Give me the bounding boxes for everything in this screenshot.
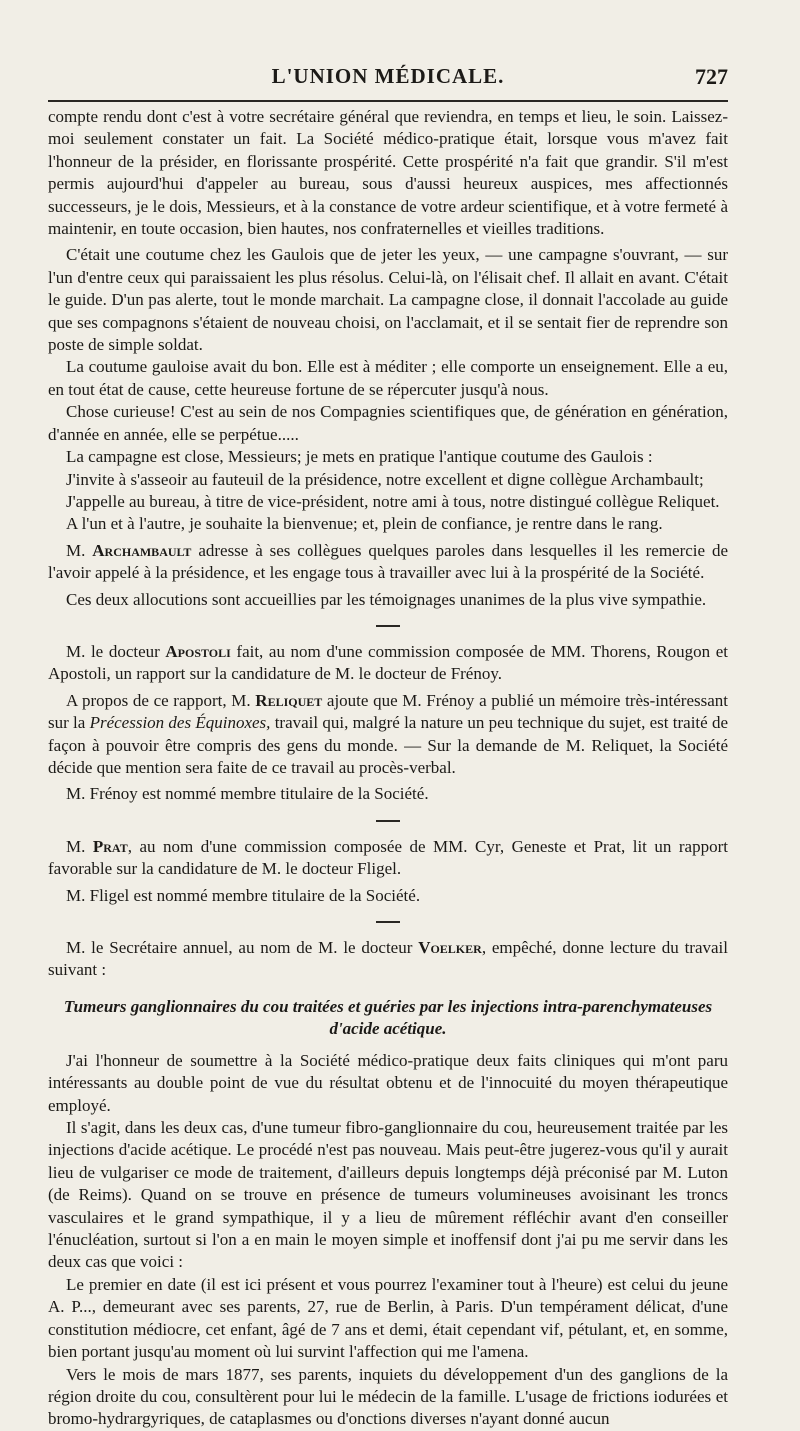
section-separator [376,921,400,923]
paragraph [48,690,728,780]
paragraph [48,937,728,982]
text-run: fait, au nom d'une commission composée de MM. Thorens, Rougon et Apostoli, un rapport sur la candidature de M. le docteur de Frénoy. [48,641,729,684]
paragraph: J'invite à s'asseoir au fauteuil de la présidence, notre excellent et digne collègue Archambault; [66,469,704,489]
article-title: Tumeurs ganglionnaires du cou traitées et guéries par les injections intra-parenchymateuses d'acide acétique. [63,996,713,1038]
paragraph: C'était une coutume chez les Gaulois que de jeter les yeux, — une campagne s'ouvrant, — sur l'un d'entre ceux qui paraissaient les plus résolus. Celui-là, on l'élisait chef. Il allait en avant. C'était le guide. D'un pas alerte, tout le monde marchait. La campagne close, il donnait l'accolade au guide que ses compagnons s'étaient de nouveau choisi, on l'acclamait, et il se sentait fier de reprendre son poste de simple soldat. [48,245,728,355]
paragraph: M. Fligel est nommé membre titulaire de la Société. [66,885,421,905]
paragraph [48,540,728,585]
text-run: , au nom d'une commission composée de MM. Cyr, Geneste et Prat, lit un rapport favorable sur la candidature de M. le docteur Fligel. [48,836,728,879]
header-rule [48,100,728,102]
paragraph: J'ai l'honneur de soumettre à la Société médico-pratique deux faits cliniques qui m'ont paru intéressants au double point de vue du résultat obtenu et de l'innocuité du moyen thérapeutique employé. [48,1050,728,1115]
paragraph: La campagne est close, Messieurs; je mets en pratique l'antique coutume des Gaulois : [66,447,653,467]
text-run: ajoute que M. Frénoy a publié un mémoire très-intéressant sur la [48,690,728,733]
person-name: Prat [92,836,128,856]
text-run: adresse à ses collègues quelques paroles dans lesquelles il les remercie de l'avoir appelé à la présidence, et les engage tous à travailler avec lui à la prospérité de la Société. [48,540,728,583]
journal-title: L'UNION MÉDICALE. [271,64,505,88]
section-separator [376,820,400,822]
running-header [48,60,728,94]
paragraph: Chose curieuse! C'est au sein de nos Compagnies scientifiques que, de génération en génération, d'année en année, elle se perpétue..... [48,402,728,444]
text-run: M. le Secrétaire annuel, au nom de M. le docteur [66,938,413,957]
person-name: Archambault [92,540,192,560]
text-run: M. [66,836,86,856]
paragraph [48,641,728,686]
paragraph: A l'un et à l'autre, je souhaite la bienvenue; et, plein de confiance, je rentre dans le rang. [66,514,663,534]
paragraph: Vers le mois de mars 1877, ses parents, inquiets du développement d'un des ganglions de la région droite du cou, consultèrent pour lui le médecin de la famille. L'usage de frictions iodurées et bromo-hydrargyriques, de cataplasmes ou d'onctions diverses n'ayant donné aucun [48,1364,728,1429]
person-name: Reliquet [255,690,323,710]
person-name: Apostoli [165,641,231,661]
paragraph: Ces deux allocutions sont accueillies par les témoignages unanimes de la plus vive sympathie. [66,589,707,609]
paragraph: M. Frénoy est nommé membre titulaire de la Société. [66,784,429,804]
paragraph: J'appelle au bureau, à titre de vice-président, notre ami à tous, notre distingué collègue Reliquet. [66,491,720,511]
text-run: , empêché, donne lecture du travail suivant : [48,938,728,980]
body-text [48,106,728,1431]
page-number: 727 [695,64,728,89]
text-run: A propos de ce rapport, M. [66,690,251,710]
text-run: travail qui, malgré la nature un peu technique du sujet, est traité de façon à pouvoir être compris des gens du monde. — Sur la demande de M. Reliquet, la Société décide que mention sera faite de ce travail au procès-verbal. [48,713,728,777]
paragraph: compte rendu dont c'est à votre secrétaire général que reviendra, en temps et lieu, le soin. Laissez-moi seulement constater un fait. La Société médico-pratique était, lorsque vous m'avez fait l'honneur de la présider, en florissante prospérité. Cette prospérité n'a fait que grandir. S'il m'est permis aujourd'hui d'appeler au bureau, sous d'aussi heureux auspices, mes affectionnés successeurs, je le dois, Messieurs, et à la constance de votre ardeur scientifique, et à votre fermeté à maintenir, en toute occasion, bien hautes, nos confraternelles et vieilles traditions. [48,107,728,239]
paragraph: Il s'agit, dans les deux cas, d'une tumeur fibro-ganglionnaire du cou, heureusement traitée par les injections d'acide acétique. Le procédé n'est pas nouveau. Mais peut-être jugerez-vous qu'il y aurait lieu de vulgariser ce mode de traitement, d'ailleurs depuis longtemps déjà préconisé par M. Luton (de Reims). Quand on se trouve en présence de tumeurs volumineuses avoisinant les troncs vasculaires et le grand sympathique, il y a lieu de mûrement réfléchir avant d'en conseiller l'énucléation, surtout si l'on a en main le moyen simple et inoffensif dont j'ai pu me servir dans les deux cas que voici : [48,1118,728,1272]
section-separator [376,625,400,627]
person-name: Voelker [418,938,482,957]
work-title: Précession des Équinoxes, [89,713,271,733]
text-run: M. le docteur [66,641,160,661]
paragraph: Le premier en date (il est ici présent et vous pourrez l'examiner tout à l'heure) est celui du jeune A. P..., demeurant avec ses parents, 27, rue de Berlin, à Paris. D'un tempérament délicat, d'une constitution médiocre, cet enfant, âgé de 7 ans et demi, était cependant vif, pétulant, et, en somme, bien portant jusqu'au moment où lui survint l'affection qui me l'amena. [48,1274,728,1362]
paragraph: La coutume gauloise avait du bon. Elle est à méditer ; elle comporte un enseignement. Elle a eu, en tout état de cause, cette heureuse fortune de se répercuter jusqu'à nous. [48,357,728,399]
text-run: M. [66,540,86,560]
paragraph [48,836,728,881]
